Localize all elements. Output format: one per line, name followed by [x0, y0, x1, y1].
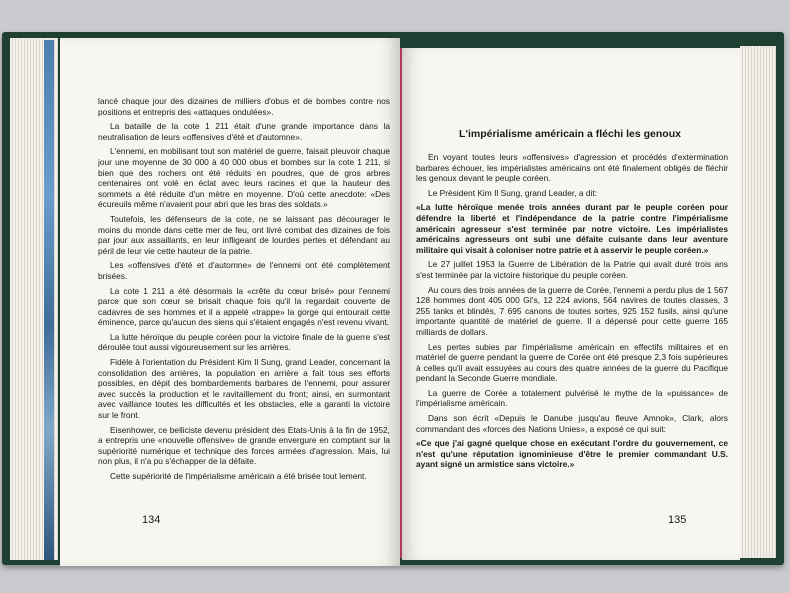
right-paragraph: Au cours des trois années de la guerre de Corée, l'ennemi a perdu plus de 1 567 128 hommes dont 405 000 GI's, 12 224 avions, 564 navires de toutes classes, 3 255 tanks et blindés, 7 695 canons de toutes sortes, 925 152 fusils, ainsi qu'une importante quantité de matériel de guerre. Il a dépensé pour cette guerre 165 milliards de dollars.	[416, 284, 728, 337]
right-page-number: 135	[668, 514, 687, 526]
left-paragraph: La lutte héroïque du peuple coréen pour la victoire finale de la guerre s'est déroulée tout aussi vigoureusement sur les arrières.	[98, 331, 390, 353]
photo-insert-edge	[44, 40, 54, 560]
left-page	[60, 38, 400, 566]
right-page-edges	[740, 46, 776, 558]
left-paragraph: L'ennemi, en mobilisant tout son matériel de guerre, faisait pleuvoir chaque jour une moyenne de 30 000 à 40 000 obus et bombes sur la cote 1 211, si bien que des rochers ont été réduits en poudres, que de gros arbres centenaires ont volé en éclat avec leurs racines et que la hauteur des sommets a été réduite d'un mètre en moyenne. D'où cette anecdote: «Des écureuils même n'avaient pour abri que les bras des soldats.»	[98, 146, 390, 210]
right-paragraph: La guerre de Corée a totalement pulvérisé le mythe de la «puissance» de l'impérialisme américain.	[416, 387, 728, 409]
right-page	[402, 48, 740, 560]
left-page-text	[98, 96, 390, 486]
left-page-number: 134	[142, 514, 161, 526]
left-paragraph: Fidèle à l'orientation du Président Kim Il Sung, grand Leader, concernant la consolidation des arrières, la population en arrière a fait tous ses efforts possibles, en dépit des bombardements barbares de l'ennemi, pour assurer avec succès la production et le ravitaillement du front; ainsi, en surmontant avec vaillance toutes les difficultés et les obstacles, elle a garanti la victoire sur le front.	[98, 357, 390, 421]
right-paragraph: Les pertes subies par l'impérialisme américain en effectifs militaires et en matériel de guerre pendant la guerre de Corée ont été presque 2,3 fois supérieures à celles qu'il avait essuyées au cours des quatre années de la guerre du Pacifique pendant la Seconde Guerre mondiale.	[416, 341, 728, 384]
right-page-text	[416, 152, 728, 474]
left-paragraph: lancé chaque jour des dizaines de milliers d'obus et de bombes contre nos positions et entrepris des «attaques ondulées».	[98, 96, 390, 117]
right-paragraph: Le 27 juillet 1953 la Guerre de Libération de la Patrie qui avait duré trois ans s'est terminée par la victoire historique du peuple coréen.	[416, 259, 728, 280]
left-paragraph: Toutefois, les défenseurs de la cote, ne se laissant pas décourager le moins du monde dans cette mer de feu, ont livré combat des dizaines de fois par jour aux assaillants, en leur infligeant de lourdes pertes et défendant au péril de leur vie cette hauteur de la patrie.	[98, 213, 390, 256]
right-paragraph: Dans son écrit «Depuis le Danube jusqu'au fleuve Amnok», Clark, alors commandant des «forces des Nations Unies», a exposé ce qui suit:	[416, 413, 728, 434]
right-paragraph: Le Président Kim Il Sung, grand Leader, a dit:	[428, 187, 597, 198]
left-paragraph: La bataille de la cote 1 211 était d'une grande importance dans la neutralisation de leurs «offensives d'été et d'automne».	[98, 121, 390, 142]
left-paragraph: Eisenhower, ce belliciste devenu président des Etats-Unis à la fin de 1952, a entrepris une «nouvelle offensive» de grande envergure en comptant sur la supériorité numérique et technique des forces armées d'agression. Mais, lui non plus, il n'a pu s'échapper de la défaite.	[98, 424, 390, 467]
left-paragraph: Cette supériorité de l'impérialisme américain a été brisée tout lement.	[110, 471, 367, 481]
left-paragraph: La cote 1 211 a été désormais la «crête du cœur brisé» pour l'ennemi parce que son cœur se brisait chaque fois qu'il la regardait couverte de cadavres de ses hommes et il a appelé «trappe» la gorge qui entourait cette éminence, parce qu'aucun des siens qui s'étaient engagés n'est revenu vivant.	[98, 285, 390, 328]
quotation-paragraph: «Ce que j'ai gagné quelque chose en exécutant l'ordre du gouvernement, ce n'est qu'une réputation ignominieuse d'être le premier commandant U.S. ayant signé un armistice sans victoire.»	[416, 438, 728, 470]
chapter-heading: L'impérialisme américain a fléchi les genoux	[459, 128, 681, 140]
right-paragraph: En voyant toutes leurs «offensives» d'agression et procédés d'extermination barbares échouer, les impérialistes américains ont été finalement obligés de fléchir les genoux devant le peuple coréen.	[416, 152, 728, 184]
left-paragraph: Les «offensives d'été et d'automne» de l'ennemi ont été complètement brisées.	[98, 260, 390, 281]
quotation-paragraph: «La lutte héroïque menée trois années durant par le peuple coréen pour défendre la liberté et l'indépendance de la patrie contre l'impérialisme américain agresseur s'est terminée par notre victoire. Les impérialistes américains agresseurs ont subi une défaite cuisante dans leur aventure militaire qui visait à coloniser notre patrie et à asservir le peuple coréen.»	[416, 202, 728, 255]
